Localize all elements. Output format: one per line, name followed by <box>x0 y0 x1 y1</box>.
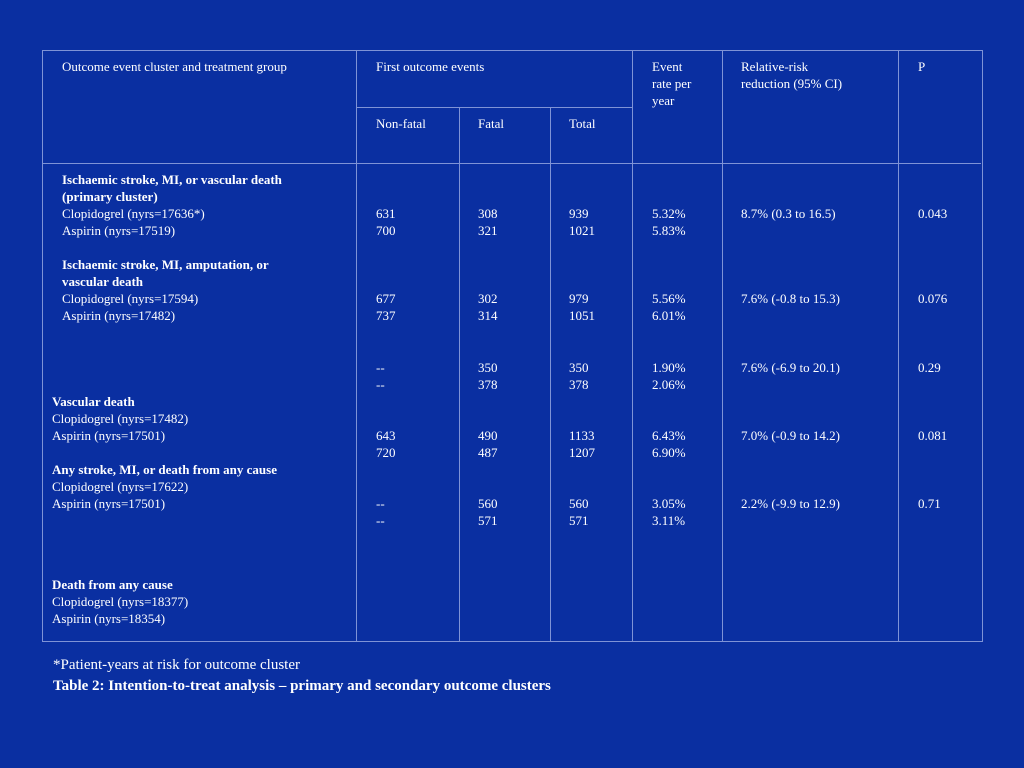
cell-rrr: 7.0% (-0.9 to 14.2) <box>741 428 840 443</box>
cell-nonfatal: 720 <box>376 445 396 460</box>
group-label: Aspirin (nyrs=17501) <box>52 496 166 511</box>
cell-fatal: 560 <box>478 496 498 511</box>
cell-fatal: 571 <box>478 513 498 528</box>
group-label: Clopidogrel (nyrs=17622) <box>52 479 189 494</box>
header-p: P <box>918 59 926 74</box>
header-rrr: reduction (95% CI) <box>741 76 843 91</box>
cell-p: 0.081 <box>918 428 948 443</box>
cell-rate: 5.83% <box>652 223 686 238</box>
col-divider <box>459 108 460 641</box>
cell-total: 1021 <box>569 223 595 238</box>
col-divider <box>898 51 899 641</box>
col-divider <box>356 51 357 641</box>
cell-rate: 6.43% <box>652 428 686 443</box>
cell-p: 0.076 <box>918 291 948 306</box>
cell-nonfatal: 677 <box>376 291 396 306</box>
cluster-title: Ischaemic stroke, MI, amputation, or <box>62 257 269 272</box>
col-divider <box>632 51 633 641</box>
cell-rate: 1.90% <box>652 360 686 375</box>
table-frame <box>42 50 983 642</box>
cell-rate: 3.11% <box>652 513 686 528</box>
cell-nonfatal: 643 <box>376 428 396 443</box>
cell-fatal: 378 <box>478 377 498 392</box>
header-rule <box>43 163 981 164</box>
header-rrr: Relative-risk <box>741 59 809 74</box>
cell-nonfatal: -- <box>376 377 385 392</box>
col-divider <box>722 51 723 641</box>
cell-rate: 3.05% <box>652 496 686 511</box>
cluster-title: (primary cluster) <box>62 189 158 204</box>
cell-nonfatal: -- <box>376 513 385 528</box>
cell-total: 560 <box>569 496 589 511</box>
cell-rrr: 7.6% (-6.9 to 20.1) <box>741 360 840 375</box>
cell-total: 979 <box>569 291 589 306</box>
cell-total: 939 <box>569 206 589 221</box>
cluster-title: Ischaemic stroke, MI, or vascular death <box>62 172 282 187</box>
cell-total: 571 <box>569 513 589 528</box>
cell-p: 0.29 <box>918 360 941 375</box>
cell-rate: 6.90% <box>652 445 686 460</box>
footnote: *Patient-years at risk for outcome cluster <box>53 657 301 673</box>
header-first-events: First outcome events <box>376 59 485 74</box>
group-label: Aspirin (nyrs=18354) <box>52 611 166 626</box>
header-fatal: Fatal <box>478 116 504 131</box>
header-outcome-group: Outcome event cluster and treatment group <box>62 59 287 74</box>
cell-nonfatal: 700 <box>376 223 396 238</box>
cell-rrr: 2.2% (-9.9 to 12.9) <box>741 496 840 511</box>
cell-nonfatal: 737 <box>376 308 396 323</box>
cell-total: 1133 <box>569 428 595 443</box>
cluster-title: Vascular death <box>52 394 135 409</box>
cell-rate: 2.06% <box>652 377 686 392</box>
cell-total: 350 <box>569 360 589 375</box>
header-event-rate: year <box>652 93 675 108</box>
cell-nonfatal: -- <box>376 360 385 375</box>
cell-fatal: 321 <box>478 223 498 238</box>
cell-rate: 5.32% <box>652 206 686 221</box>
header-total: Total <box>569 116 596 131</box>
cell-p: 0.71 <box>918 496 941 511</box>
cell-nonfatal: -- <box>376 496 385 511</box>
cluster-title: vascular death <box>62 274 144 289</box>
col-divider <box>550 108 551 641</box>
cell-rrr: 8.7% (0.3 to 16.5) <box>741 206 836 221</box>
table-caption: Table 2: Intention-to-treat analysis – primary and secondary outcome clusters <box>53 678 551 694</box>
group-label: Clopidogrel (nyrs=17636*) <box>62 206 205 221</box>
group-label: Clopidogrel (nyrs=17594) <box>62 291 199 306</box>
group-label: Clopidogrel (nyrs=17482) <box>52 411 189 426</box>
cluster-title: Any stroke, MI, or death from any cause <box>52 462 277 477</box>
cell-fatal: 308 <box>478 206 498 221</box>
header-nonfatal: Non-fatal <box>376 116 426 131</box>
header-event-rate: rate per <box>652 76 692 91</box>
group-label: Aspirin (nyrs=17501) <box>52 428 166 443</box>
group-label: Clopidogrel (nyrs=18377) <box>52 594 189 609</box>
cell-fatal: 302 <box>478 291 498 306</box>
group-label: Aspirin (nyrs=17519) <box>62 223 176 238</box>
cell-p: 0.043 <box>918 206 948 221</box>
cell-rrr: 7.6% (-0.8 to 15.3) <box>741 291 840 306</box>
cell-fatal: 487 <box>478 445 498 460</box>
cluster-title: Death from any cause <box>52 577 173 592</box>
subheader-rule <box>357 107 632 108</box>
cell-total: 378 <box>569 377 589 392</box>
cell-nonfatal: 631 <box>376 206 396 221</box>
cell-total: 1207 <box>569 445 595 460</box>
cell-fatal: 490 <box>478 428 498 443</box>
cell-total: 1051 <box>569 308 595 323</box>
cell-rate: 5.56% <box>652 291 686 306</box>
cell-fatal: 314 <box>478 308 498 323</box>
header-event-rate: Event <box>652 59 683 74</box>
cell-rate: 6.01% <box>652 308 686 323</box>
group-label: Aspirin (nyrs=17482) <box>62 308 176 323</box>
cell-fatal: 350 <box>478 360 498 375</box>
